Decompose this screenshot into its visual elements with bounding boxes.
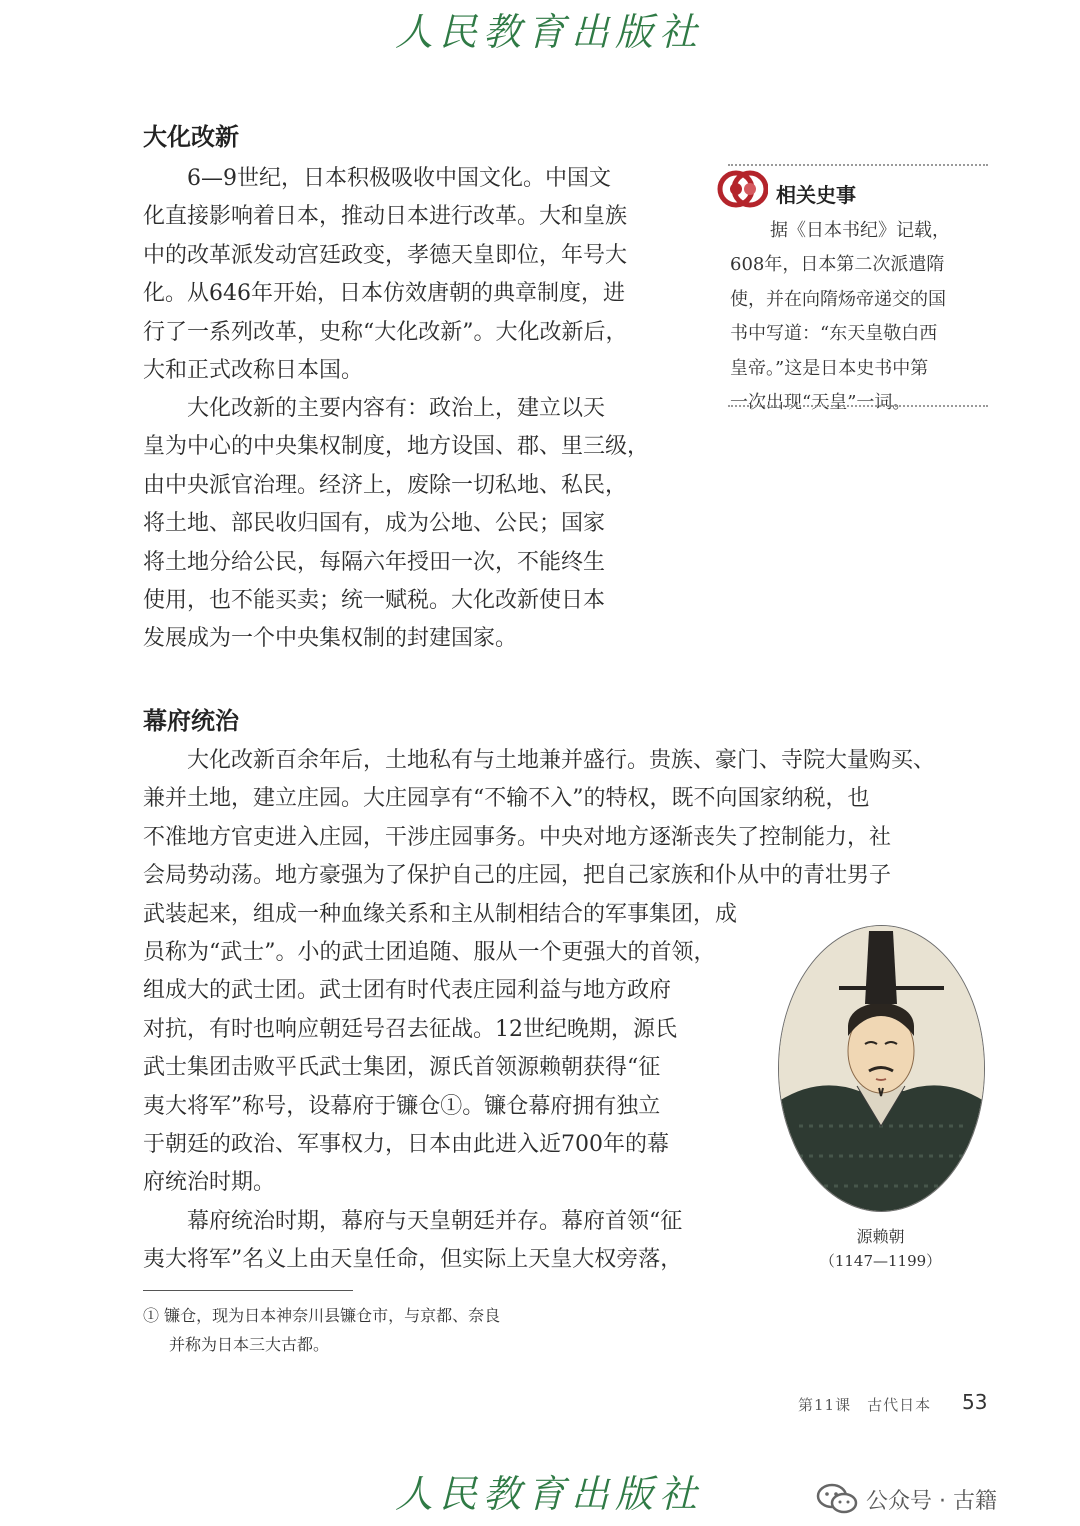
text-line: 大化改新的主要内容有：政治上，建立以天: [187, 396, 606, 421]
text-line: 由中央派官治理。经济上，废除一切私地、私民，: [143, 472, 628, 498]
section1-paragraph-2: [143, 390, 649, 659]
footnote-divider: [143, 1290, 353, 1291]
text-line: 员称为“武士”。小的武士团追随、服从一个更强大的首领，: [143, 939, 716, 965]
section1-paragraph-1: [143, 160, 628, 390]
sidebar-bottom-rule: [728, 405, 988, 407]
page-number: 53: [962, 1390, 988, 1414]
related-history-icon: [716, 163, 768, 215]
portrait-caption-name: 源赖朝: [856, 1227, 905, 1246]
section-title-shogunate: 幕府统治: [143, 707, 239, 735]
text-line: 发展成为一个中央集权制的封建国家。: [143, 626, 518, 652]
sidebar-line: 据《日本书纪》记载，: [770, 220, 950, 241]
footnote-line: 并称为日本三大古都。: [169, 1335, 330, 1354]
section-title-taika-reform: 大化改新: [143, 123, 239, 151]
footnote: [143, 1301, 500, 1359]
lesson-label: 第11课 古代日本: [798, 1396, 932, 1414]
text-line: 中的改革派发动宫廷政变，孝德天皇即位，年号大: [143, 242, 628, 268]
text-line: 夷大将军”称号，设幕府于镰仓①。镰仓幕府拥有独立: [143, 1093, 661, 1119]
text-line: 幕府统治时期，幕府与天皇朝廷并存。幕府首领“征: [187, 1208, 683, 1234]
text-line: 武装起来，组成一种血缘关系和主从制相结合的军事集团，成: [143, 901, 738, 927]
portrait-minamoto-yoritomo: [778, 925, 985, 1212]
sidebar-title: 相关史事: [776, 183, 856, 207]
text-line: 组成大的武士团。武士团有时代表庄园利益与地方政府: [143, 978, 672, 1004]
text-line: 兼并土地，建立庄园。大庄园享有“不输不入”的特权，既不向国家纳税，也: [143, 786, 870, 812]
sidebar-line: 使，并在向隋炀帝递交的国: [730, 288, 946, 310]
text-line: 不准地方官吏进入庄园，干涉庄园事务。中央对地方逐渐丧失了控制能力，社: [143, 824, 892, 850]
text-line: 会局势动荡。地方豪强为了保护自己的庄园，把自己家族和仆从中的青壮男子: [143, 863, 892, 889]
wechat-icon: [816, 1482, 858, 1516]
text-line: 大和正式改称日本国。: [143, 357, 364, 383]
text-line: 使用，也不能买卖；统一赋税。大化改新使日本: [143, 587, 606, 613]
text-line: 大化改新百余年后，土地私有与土地兼并盛行。贵族、豪门、寺院大量购买、: [187, 748, 936, 773]
text-line: 化直接影响着日本，推动日本进行改革。大和皇族: [143, 204, 628, 230]
publisher-logo-bottom: 人民教育出版社: [395, 1472, 704, 1516]
text-line: 化。从646年开始，日本仿效唐朝的典章制度，进: [143, 281, 625, 307]
sidebar-body: [730, 214, 950, 420]
portrait-caption-years: （1147—1199）: [819, 1252, 942, 1270]
text-line: 皇为中心的中央集权制度，地方设国、郡、里三级，: [143, 434, 650, 460]
sidebar-line: 皇帝。”这是日本史书中第: [730, 357, 929, 379]
sidebar-line: 608年，日本第二次派遣隋: [730, 254, 945, 276]
footnote-line: ① 镰仓，现为日本神奈川县镰仓市，与京都、奈良: [143, 1306, 501, 1325]
publisher-logo-top: 人民教育出版社: [395, 10, 704, 54]
sidebar-line: 书中写道：“东天皇敬白西: [730, 323, 938, 345]
text-line: 将土地分给公民，每隔六年授田一次，不能终生: [143, 549, 606, 575]
text-line: 武士集团击败平氏武士集团，源氏首领源赖朝获得“征: [143, 1055, 661, 1081]
portrait-illustration: [779, 926, 984, 1211]
text-line: 府统治时期。: [143, 1170, 276, 1196]
watermark-text: 公众号 · 古籍: [866, 1489, 997, 1514]
text-line: 行了一系列改革，史称“大化改新”。大化改新后，: [143, 319, 628, 345]
text-line: 对抗，有时也响应朝廷号召去征战。12世纪晚期，源氏: [143, 1016, 677, 1042]
text-line: 夷大将军”名义上由天皇任命，但实际上天皇大权旁落，: [143, 1247, 683, 1273]
text-line: 于朝廷的政治、军事权力，日本由此进入近700年的幕: [143, 1131, 669, 1157]
text-line: 将土地、部民收归国有，成为公地、公民；国家: [143, 511, 606, 537]
text-line: 6—9世纪，日本积极吸收中国文化。中国文: [187, 166, 611, 191]
sidebar-line: 一次出现“天皇”一词。: [730, 391, 911, 413]
